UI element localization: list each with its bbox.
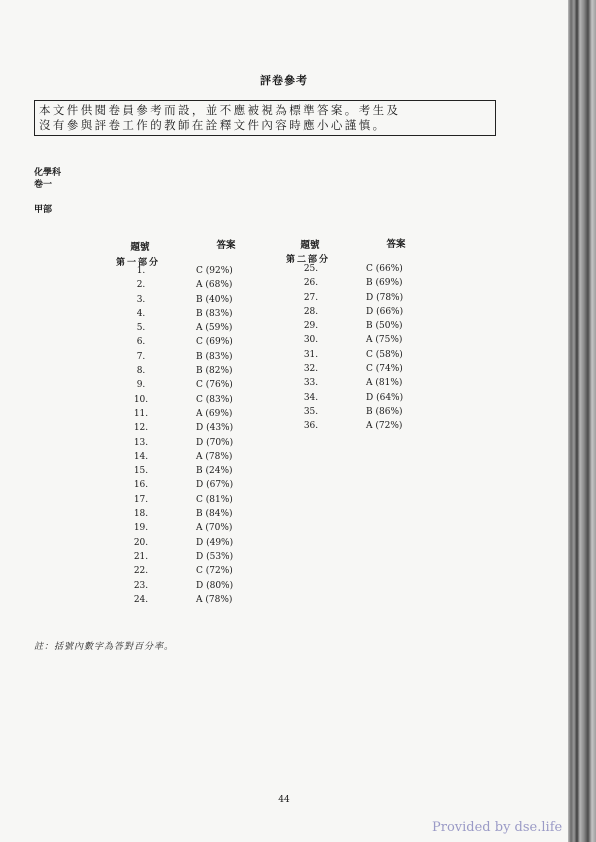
answer-value: A (75%) (366, 335, 403, 346)
disclaimer-line-2: 沒有參與評卷工作的教師在詮釋文件內容時應小心謹慎。 (39, 118, 387, 132)
answer-row (128, 421, 268, 435)
answer-row (128, 464, 268, 478)
question-number: 28. (303, 306, 319, 317)
answer-value: C (76%) (196, 380, 233, 391)
answer-row (128, 536, 268, 550)
question-number: 32. (303, 364, 319, 375)
question-number: 5. (136, 323, 146, 334)
right-question-header: 題號 (300, 240, 320, 251)
question-number: 17. (133, 494, 149, 505)
answer-row (128, 393, 268, 407)
answer-row (128, 564, 268, 578)
answer-row (128, 507, 268, 521)
answer-row (298, 319, 438, 333)
page-title: 評卷參考 (260, 74, 308, 87)
disclaimer-box (34, 100, 496, 136)
answer-value: C (81%) (196, 494, 233, 505)
stacked-page-edges (568, 0, 596, 842)
answer-value: D (64%) (366, 392, 404, 403)
answer-value: B (83%) (196, 351, 233, 362)
answer-value: C (72%) (196, 566, 233, 577)
question-number: 1. (136, 266, 146, 276)
answer-value: C (83%) (196, 394, 233, 405)
answer-row (298, 348, 438, 362)
answer-row (298, 276, 438, 290)
watermark: Provided by dse.life (432, 820, 563, 835)
answer-value: B (82%) (196, 366, 233, 377)
answer-value: D (80%) (196, 580, 234, 591)
part1-answer-list (128, 264, 268, 607)
answer-value: B (50%) (366, 321, 403, 332)
question-number: 26. (303, 278, 319, 289)
question-number: 33. (303, 378, 319, 389)
answer-row (128, 364, 268, 378)
answer-row (128, 593, 268, 607)
answer-row (128, 521, 268, 535)
answer-value: B (24%) (196, 466, 233, 477)
part1-label: 第一部分 (116, 258, 161, 268)
answer-value: C (74%) (366, 364, 403, 375)
answer-value: D (78%) (366, 292, 404, 303)
subject-label: 化學科 (34, 168, 62, 178)
answer-value: D (66%) (366, 306, 404, 317)
section-label: 甲部 (34, 205, 53, 215)
answer-value: B (84%) (196, 509, 233, 520)
answer-row (128, 450, 268, 464)
question-number: 18. (133, 509, 149, 520)
paper-label: 卷一 (34, 180, 53, 190)
question-number: 2. (136, 280, 146, 291)
part2-label: 第二部分 (286, 255, 331, 265)
answer-row (128, 264, 268, 278)
disclaimer-line-1: 本文件供閱卷員參考而設，並不應被視為標準答案。考生及 (39, 103, 401, 117)
answer-row (128, 321, 268, 335)
answer-row (128, 335, 268, 349)
answer-row (298, 333, 438, 347)
answer-row (128, 493, 268, 507)
answer-row (128, 407, 268, 421)
answer-row (298, 391, 438, 405)
question-number: 31. (303, 349, 319, 360)
answer-value: C (69%) (196, 337, 233, 348)
question-number: 22. (133, 566, 149, 577)
question-number: 16. (133, 480, 149, 491)
answer-value: C (58%) (366, 349, 403, 360)
page-number: 44 (278, 795, 290, 805)
answer-value: D (43%) (196, 423, 234, 434)
part2-answer-list (298, 262, 438, 434)
question-number: 9. (136, 380, 146, 391)
answer-row (128, 478, 268, 492)
answer-row (128, 293, 268, 307)
question-number: 35. (303, 406, 319, 417)
answer-value: C (92%) (196, 266, 233, 276)
answer-row (298, 419, 438, 433)
answer-value: A (72%) (366, 421, 403, 432)
answer-value: A (81%) (366, 378, 403, 389)
answer-row (298, 291, 438, 305)
question-number: 12. (133, 423, 149, 434)
right-answer-header: 答案 (386, 239, 406, 250)
answer-row (128, 307, 268, 321)
answer-row (298, 405, 438, 419)
question-number: 36. (303, 421, 319, 432)
answer-row (128, 378, 268, 392)
question-number: 25. (303, 264, 319, 274)
answer-value: D (53%) (196, 551, 234, 562)
question-number: 23. (133, 580, 149, 591)
question-number: 20. (133, 537, 149, 548)
question-number: 3. (136, 294, 146, 305)
question-number: 21. (133, 551, 149, 562)
question-number: 6. (136, 337, 146, 348)
answer-row (298, 262, 438, 276)
footnote: 註：括號內數字為答對百分率。 (34, 642, 175, 652)
answer-row (298, 376, 438, 390)
question-number: 34. (303, 392, 319, 403)
answer-row (128, 579, 268, 593)
question-number: 4. (136, 308, 146, 319)
answer-value: B (40%) (196, 294, 233, 305)
question-number: 29. (303, 321, 319, 332)
answer-value: A (70%) (196, 523, 233, 534)
left-question-header: 題號 (130, 242, 150, 253)
answer-value: A (69%) (196, 408, 233, 419)
answer-row (298, 305, 438, 319)
answer-value: A (68%) (196, 280, 233, 291)
question-number: 7. (136, 351, 146, 362)
answer-value: A (59%) (196, 323, 233, 334)
question-number: 13. (133, 437, 149, 448)
answer-value: A (78%) (196, 594, 233, 605)
answer-value: D (67%) (196, 480, 234, 491)
answer-row (298, 362, 438, 376)
question-number: 10. (133, 394, 149, 405)
answer-value: B (83%) (196, 308, 233, 319)
question-number: 11. (133, 408, 149, 419)
question-number: 24. (133, 594, 149, 605)
answer-row (128, 436, 268, 450)
question-number: 14. (133, 451, 149, 462)
question-number: 15. (133, 466, 149, 477)
answer-value: B (86%) (366, 406, 403, 417)
answer-value: D (49%) (196, 537, 234, 548)
answer-row (128, 550, 268, 564)
left-answer-header: 答案 (216, 240, 236, 251)
answer-row (128, 278, 268, 292)
answer-value: A (78%) (196, 451, 233, 462)
question-number: 19. (133, 523, 149, 534)
answer-value: D (70%) (196, 437, 234, 448)
answer-row (128, 350, 268, 364)
question-number: 30. (303, 335, 319, 346)
answer-value: C (66%) (366, 264, 403, 274)
answer-value: B (69%) (366, 278, 403, 289)
question-number: 8. (136, 366, 146, 377)
question-number: 27. (303, 292, 319, 303)
